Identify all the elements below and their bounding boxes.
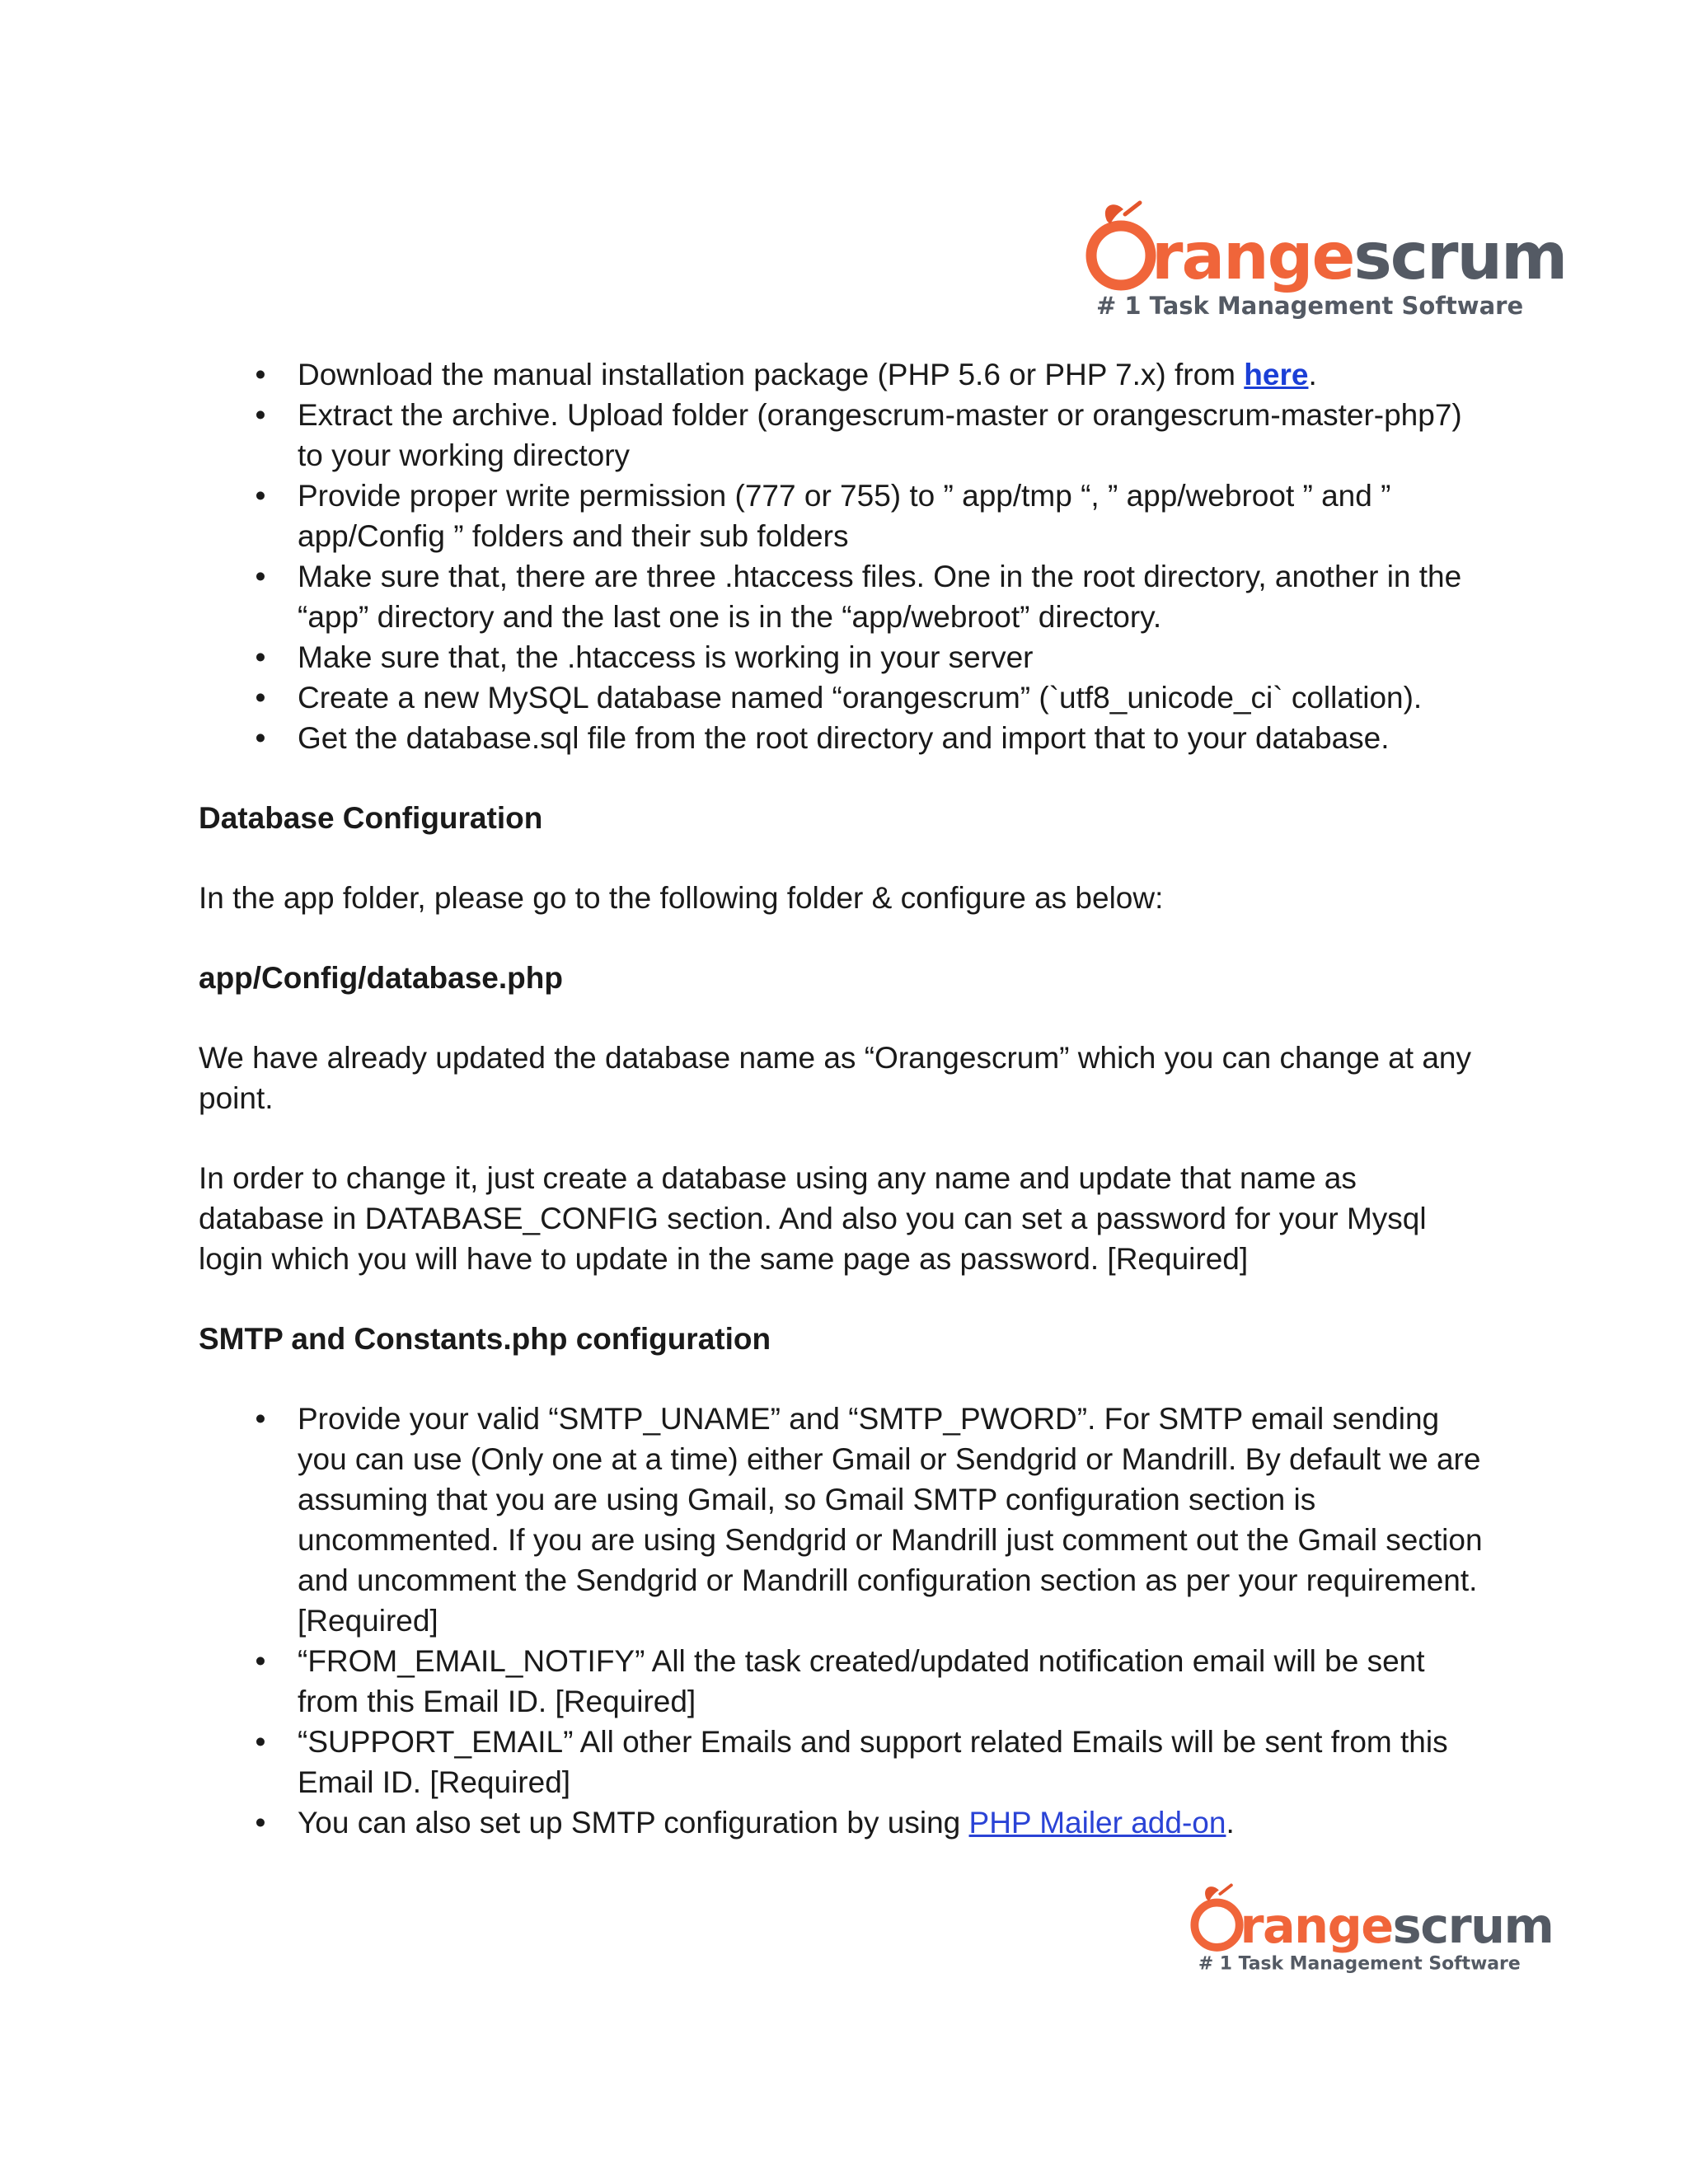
list-item: • You can also set up SMTP configuration by using PHP Mailer add-on. (255, 1806, 1235, 1840)
list-item: • Make sure that, there are three .htaccess files. One in the root directory, another in the “app” directory and the last one is in the “app/webroot” directory. (255, 560, 1462, 634)
db-config-intro: In the app folder, please go to the following folder & configure as below: (199, 881, 1164, 915)
logo-word-orange: range (1240, 1896, 1393, 1954)
list-item: • “SUPPORT_EMAIL” All other Emails and support related Emails will be sent from this Email ID. [Required] (255, 1725, 1448, 1799)
list-item: • Provide proper write permission (777 or 755) to ” app/tmp “, ” app/webroot ” and ” app/Config ” folders and their sub folders (255, 479, 1391, 553)
list-item: • Create a new MySQL database named “orangescrum” (`utf8_unicode_ci` collation). (255, 681, 1423, 715)
db-config-heading: Database Configuration (199, 801, 543, 835)
orangescrum-logo-graphic (1076, 196, 1567, 320)
svg-text:rangescrum (1151, 220, 1566, 294)
orange-ring-icon (1091, 226, 1151, 285)
document-body (199, 354, 1484, 1843)
logo-word-gray: scrum (1353, 220, 1567, 294)
orange-ring-icon (1194, 1903, 1239, 1947)
download-here-link[interactable]: here (1244, 358, 1309, 391)
logo-tagline: # 1 Task Management Software (1198, 1953, 1521, 1975)
db-config-file-path: app/Config/database.php (199, 961, 563, 995)
logo-word-gray: scrum (1392, 1896, 1554, 1954)
smtp-list (199, 1399, 1484, 1843)
install-steps-list (199, 354, 1484, 758)
svg-text:rangescrum (1240, 1897, 1553, 1954)
db-config-para-2: In order to change it, just create a database using any name and update that name as database in DATABASE_CONFIG section. And also you can set a password for your Mysql login which you will have to update in the same page as password. [Required] (199, 1161, 1427, 1276)
list-item: • “FROM_EMAIL_NOTIFY” All the task created/updated notification email will be sent from this Email ID. [Required] (255, 1644, 1425, 1718)
php-mailer-addon-link[interactable]: PHP Mailer add-on (968, 1806, 1226, 1840)
db-config-para-1: We have already updated the database name as “Orangescrum” which you can change at any point. (199, 1041, 1471, 1115)
smtp-heading: SMTP and Constants.php configuration (199, 1322, 771, 1356)
logo-word-orange: range (1151, 220, 1354, 294)
list-item: • Get the database.sql file from the root directory and import that to your database. (255, 721, 1390, 755)
list-item: • Provide your valid “SMTP_UNAME” and “SMTP_PWORD”. For SMTP email sending you can use (Only one at a time) either Gmail or Sendgrid or Mandrill. By default we are assuming that you are using Gmail, so Gmail SMTP configuration section is uncommented. If you are using Sendgrid or Mandrill just comment out the Gmail section and uncomment the Sendgrid or Mandrill configuration section as per your requirement. [Required] (255, 1402, 1483, 1638)
list-item: • Make sure that, the .htaccess is working in your server (255, 640, 1034, 674)
list-item: • Download the manual installation package (PHP 5.6 or PHP 7.x) from here. (255, 358, 1317, 391)
list-item: • Extract the archive. Upload folder (orangescrum-master or orangescrum-master-php7) to your working directory (255, 398, 1462, 472)
orangescrum-logo-bottom (1183, 1877, 1554, 1976)
logo-tagline: # 1 Task Management Software (1096, 292, 1524, 320)
orangescrum-logo-top (1076, 196, 1567, 320)
orangescrum-logo-graphic (1183, 1877, 1554, 1976)
